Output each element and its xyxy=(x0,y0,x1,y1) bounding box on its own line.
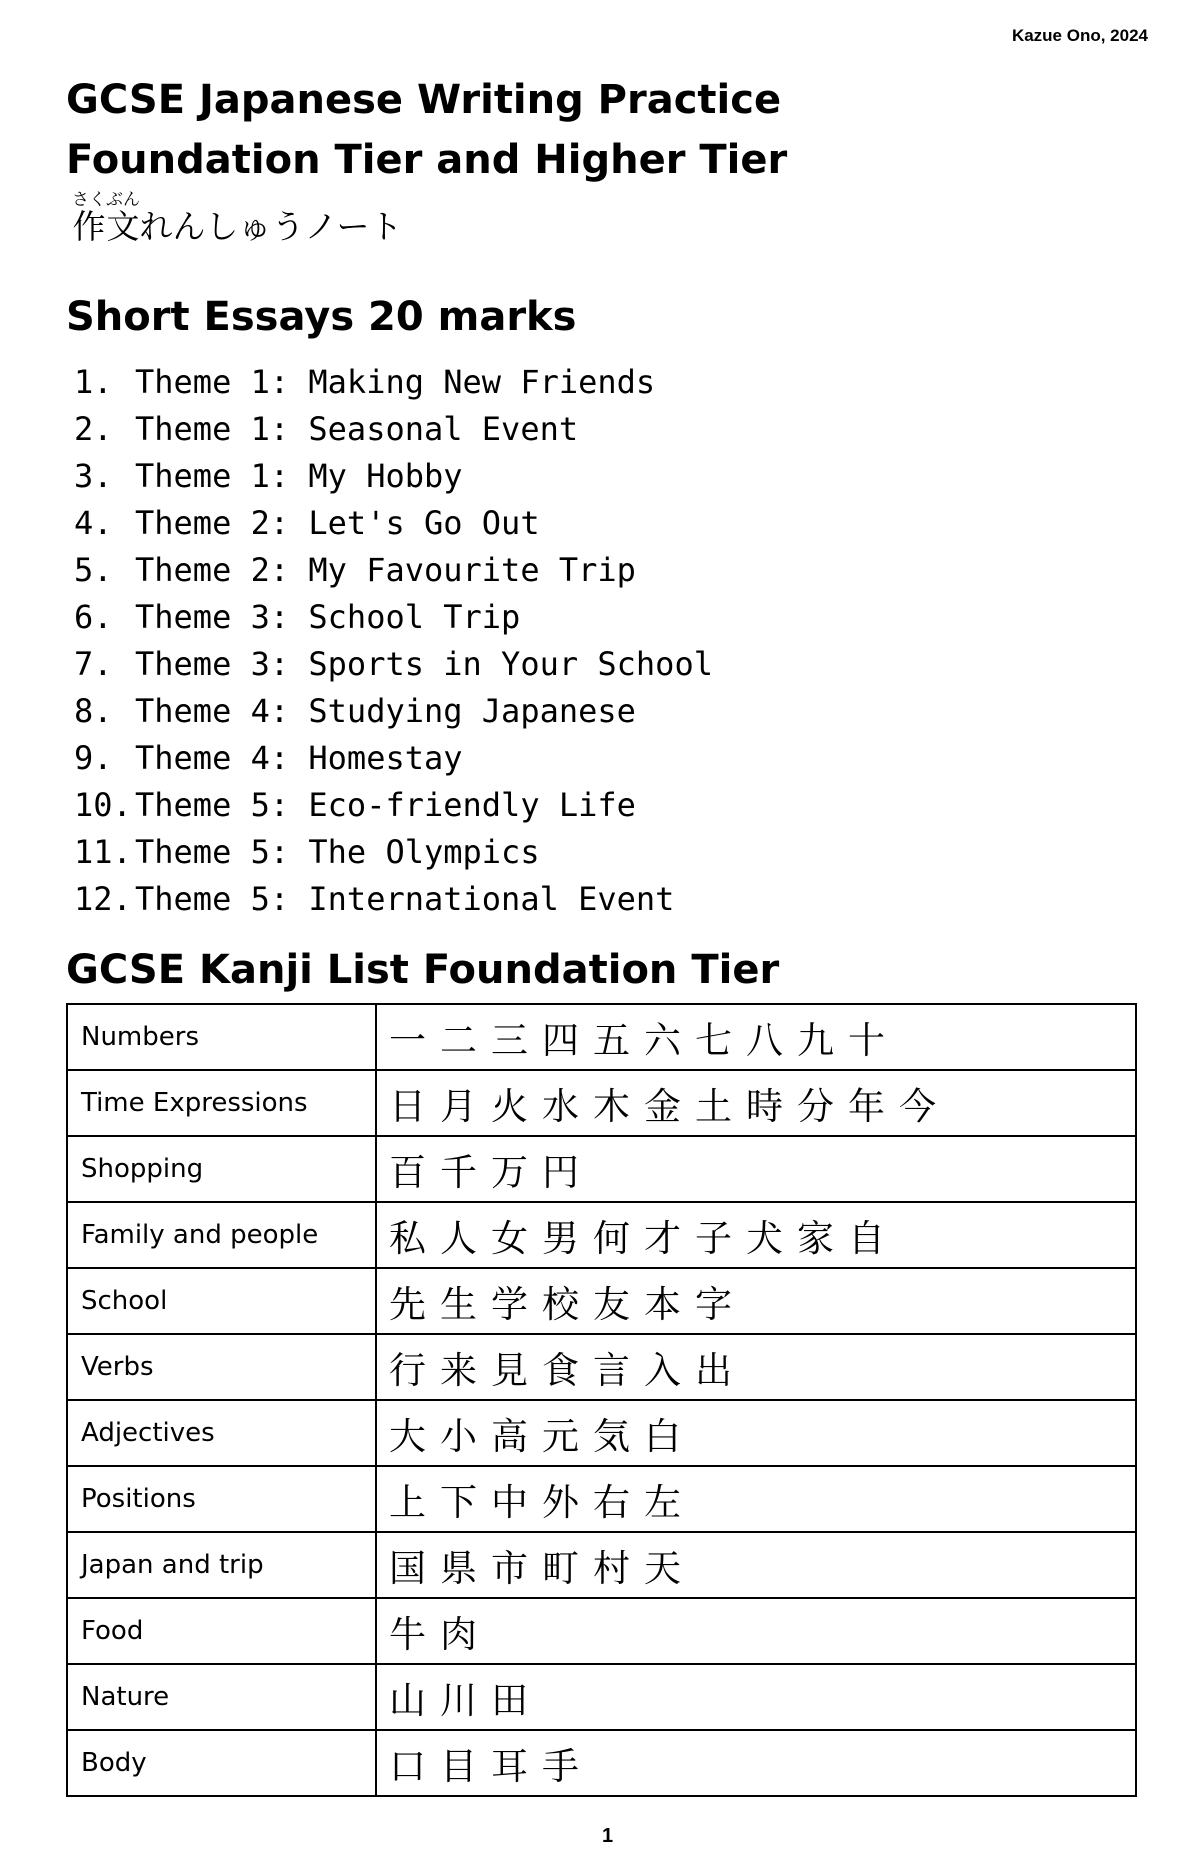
kanji-table-row xyxy=(67,1532,1136,1598)
kanji-category: Time Expressions xyxy=(67,1070,376,1136)
essay-topic-number: 5. xyxy=(74,551,113,589)
subtitle-kanji: 作文 xyxy=(72,207,140,246)
kanji-characters: 口目耳手 xyxy=(376,1730,1136,1796)
kanji-category: Nature xyxy=(67,1664,376,1730)
kanji-category: Body xyxy=(67,1730,376,1796)
author-credit: Kazue Ono, 2024 xyxy=(1011,26,1148,45)
essay-topic-number: 12. xyxy=(74,880,132,918)
kanji-characters: 先生学校友本字 xyxy=(376,1268,1136,1334)
kanji-characters: 大小高元気白 xyxy=(376,1400,1136,1466)
essay-topic-item xyxy=(74,406,713,453)
essay-topic-text: Theme 3: School Trip xyxy=(135,598,521,636)
essay-topic-item xyxy=(74,688,713,735)
kanji-table-row xyxy=(67,1598,1136,1664)
essay-topic-text: Theme 5: Eco-friendly Life xyxy=(135,786,636,824)
essay-topic-item xyxy=(74,876,713,923)
essay-topic-item xyxy=(74,829,713,876)
subtitle-furigana: さくぶん xyxy=(72,190,140,210)
essay-topic-item xyxy=(74,782,713,829)
essay-topic-text: Theme 1: Seasonal Event xyxy=(135,410,579,448)
kanji-table-row xyxy=(67,1268,1136,1334)
essay-topic-number: 7. xyxy=(74,645,113,683)
kanji-category: Numbers xyxy=(67,1004,376,1070)
kanji-list-heading: GCSE Kanji List Foundation Tier xyxy=(66,947,780,993)
essay-topic-item xyxy=(74,641,713,688)
kanji-table-row xyxy=(67,1004,1136,1070)
subtitle-ruby xyxy=(72,190,140,246)
essay-topic-item xyxy=(74,453,713,500)
kanji-characters: 山川田 xyxy=(376,1664,1136,1730)
kanji-table-row xyxy=(67,1400,1136,1466)
kanji-characters: 一二三四五六七八九十 xyxy=(376,1004,1136,1070)
essay-topic-item xyxy=(74,547,713,594)
kanji-characters: 国県市町村天 xyxy=(376,1532,1136,1598)
essay-topic-item xyxy=(74,594,713,641)
kanji-table xyxy=(66,1003,1137,1797)
essay-topic-text: Theme 2: Let's Go Out xyxy=(135,504,540,542)
kanji-characters: 私人女男何才子犬家自 xyxy=(376,1202,1136,1268)
kanji-characters: 百千万円 xyxy=(376,1136,1136,1202)
kanji-table-row xyxy=(67,1730,1136,1796)
short-essays-heading: Short Essays 20 marks xyxy=(66,294,577,340)
title-line-1: GCSE Japanese Writing Practice xyxy=(66,77,782,123)
essay-topic-list xyxy=(74,359,713,923)
kanji-category: Food xyxy=(67,1598,376,1664)
essay-topic-number: 8. xyxy=(74,692,113,730)
kanji-category: School xyxy=(67,1268,376,1334)
document-title xyxy=(66,70,787,190)
kanji-table-row xyxy=(67,1466,1136,1532)
kanji-characters: 牛肉 xyxy=(376,1598,1136,1664)
page-number: 1 xyxy=(601,1825,614,1847)
essay-topic-item xyxy=(74,500,713,547)
kanji-category: Japan and trip xyxy=(67,1532,376,1598)
title-line-2: Foundation Tier and Higher Tier xyxy=(66,137,788,183)
kanji-category: Verbs xyxy=(67,1334,376,1400)
kanji-category: Family and people xyxy=(67,1202,376,1268)
kanji-characters: 日月火水木金土時分年今 xyxy=(376,1070,1136,1136)
kanji-category: Positions xyxy=(67,1466,376,1532)
essay-topic-number: 3. xyxy=(74,457,113,495)
essay-topic-text: Theme 4: Studying Japanese xyxy=(135,692,636,730)
essay-topic-text: Theme 5: International Event xyxy=(135,880,675,918)
essay-topic-text: Theme 2: My Favourite Trip xyxy=(135,551,636,589)
kanji-table-row xyxy=(67,1334,1136,1400)
essay-topic-number: 9. xyxy=(74,739,113,777)
essay-topic-text: Theme 1: Making New Friends xyxy=(135,363,656,401)
kanji-category: Shopping xyxy=(67,1136,376,1202)
kanji-characters: 行来見食言入出 xyxy=(376,1334,1136,1400)
essay-topic-text: Theme 3: Sports in Your School xyxy=(135,645,713,683)
kanji-table-row xyxy=(67,1136,1136,1202)
essay-topic-item xyxy=(74,359,713,406)
essay-topic-number: 2. xyxy=(74,410,113,448)
essay-topic-number: 6. xyxy=(74,598,113,636)
kanji-table-row xyxy=(67,1664,1136,1730)
essay-topic-item xyxy=(74,735,713,782)
essay-topic-number: 1. xyxy=(74,363,113,401)
essay-topic-number: 10. xyxy=(74,786,132,824)
kanji-table-body xyxy=(67,1004,1136,1796)
subtitle-kana: れんしゅうノート xyxy=(139,207,403,246)
kanji-characters: 上下中外右左 xyxy=(376,1466,1136,1532)
japanese-subtitle xyxy=(72,190,403,253)
kanji-table-row xyxy=(67,1202,1136,1268)
essay-topic-text: Theme 1: My Hobby xyxy=(135,457,463,495)
kanji-category: Adjectives xyxy=(67,1400,376,1466)
essay-topic-text: Theme 4: Homestay xyxy=(135,739,463,777)
essay-topic-text: Theme 5: The Olympics xyxy=(135,833,540,871)
essay-topic-number: 11. xyxy=(74,833,132,871)
essay-topic-number: 4. xyxy=(74,504,113,542)
kanji-table-row xyxy=(67,1070,1136,1136)
